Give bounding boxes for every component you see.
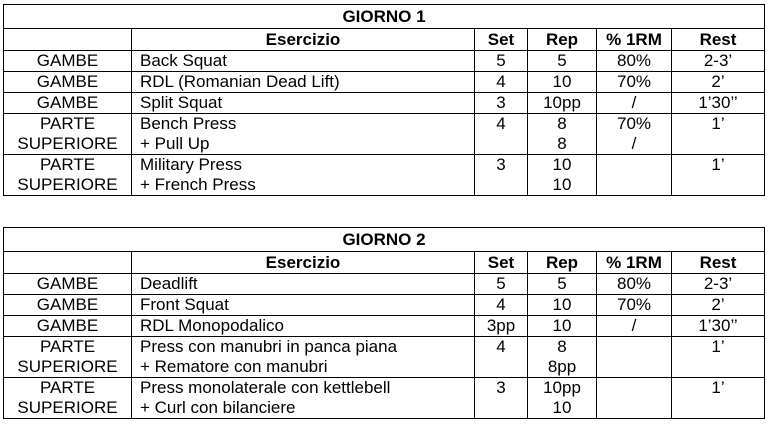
- rm-cell: [597, 72, 672, 93]
- rep-cell-line: 5: [557, 51, 567, 70]
- category-cell-line: GAMBE: [36, 72, 99, 91]
- set-cell: [475, 72, 528, 93]
- exercise-row: [4, 337, 765, 378]
- exercise-cell: [132, 316, 475, 337]
- rest-cell-line: 2-3’: [703, 274, 733, 293]
- rep-cell: [528, 51, 597, 72]
- set-cell: [475, 51, 528, 72]
- category-cell-line: GAMBE: [36, 274, 99, 293]
- rep-cell-line: 8: [557, 134, 567, 153]
- header-rep: Rep: [528, 252, 597, 274]
- exercise-cell: [132, 274, 475, 295]
- set-cell-line: 5: [496, 51, 506, 70]
- exercise-cell-line: Press con manubri in panca piana: [140, 337, 398, 356]
- set-cell-line: 3pp: [486, 316, 516, 335]
- header-set: Set: [475, 252, 528, 274]
- rm-cell-line: /: [631, 93, 637, 112]
- set-cell-line: 4: [496, 337, 506, 356]
- exercise-cell: [132, 93, 475, 114]
- exercise-row: [4, 93, 765, 114]
- exercise-row: [4, 155, 765, 196]
- rest-cell-line: 2-3’: [703, 51, 733, 70]
- exercise-cell-line: + French Press: [140, 175, 256, 194]
- rest-cell: [672, 114, 765, 155]
- header-set: Set: [475, 29, 528, 51]
- rest-cell: [672, 274, 765, 295]
- rm-cell-line: 80%: [616, 51, 652, 70]
- rep-cell-line: 8: [557, 337, 567, 356]
- set-cell-line: 4: [496, 114, 506, 133]
- exercise-cell-line: Back Squat: [140, 51, 227, 70]
- rm-cell: [597, 155, 672, 196]
- rest-cell-line: 1’: [711, 337, 725, 356]
- exercise-cell: [132, 378, 475, 419]
- rest-cell: [672, 316, 765, 337]
- rep-cell: [528, 155, 597, 196]
- rest-cell-line: 2’: [711, 72, 725, 91]
- category-cell: [4, 51, 132, 72]
- rep-cell: [528, 295, 597, 316]
- exercise-row: [4, 274, 765, 295]
- header-rep: Rep: [528, 29, 597, 51]
- rep-cell-line: 10pp: [543, 378, 581, 397]
- category-cell-line: SUPERIORE: [17, 175, 118, 194]
- set-cell-line: 4: [496, 295, 506, 314]
- rm-cell-line: /: [631, 316, 637, 335]
- exercise-row: [4, 316, 765, 337]
- rep-cell: [528, 378, 597, 419]
- exercise-cell: [132, 295, 475, 316]
- rm-cell-line: 70%: [616, 72, 652, 91]
- rest-cell: [672, 378, 765, 419]
- rep-cell: [528, 114, 597, 155]
- category-cell: [4, 274, 132, 295]
- exercise-cell-line: RDL Monopodalico: [140, 316, 284, 335]
- set-cell: [475, 155, 528, 196]
- set-cell: [475, 378, 528, 419]
- set-cell-line: 3: [496, 93, 506, 112]
- exercise-cell: [132, 51, 475, 72]
- exercise-row: [4, 51, 765, 72]
- exercise-row: [4, 295, 765, 316]
- header-esercizio: Esercizio: [132, 252, 475, 274]
- header-1rm: % 1RM: [597, 252, 672, 274]
- rest-cell: [672, 337, 765, 378]
- set-cell: [475, 295, 528, 316]
- category-cell-line: GAMBE: [36, 51, 99, 70]
- category-cell-line: GAMBE: [36, 295, 99, 314]
- header-1rm: % 1RM: [597, 29, 672, 51]
- rest-cell-line: 1’30’’: [698, 93, 738, 112]
- day-2-table: [3, 227, 765, 419]
- rm-cell-line: 70%: [616, 114, 652, 133]
- rep-cell: [528, 93, 597, 114]
- rep-cell-line: 5: [557, 274, 567, 293]
- rest-cell-line: 1’30’’: [698, 316, 738, 335]
- category-cell: [4, 93, 132, 114]
- rest-cell: [672, 72, 765, 93]
- exercise-cell-line: RDL (Romanian Dead Lift): [140, 72, 340, 91]
- category-cell: [4, 337, 132, 378]
- rm-cell: [597, 114, 672, 155]
- day-title: GIORNO 2: [4, 228, 765, 252]
- header-blank-cell: [4, 252, 132, 274]
- exercise-cell-line: Deadlift: [140, 274, 198, 293]
- set-cell-line: 3: [496, 155, 506, 174]
- category-cell-line: SUPERIORE: [17, 398, 118, 417]
- rm-cell-line: /: [631, 134, 637, 153]
- rm-cell: [597, 316, 672, 337]
- category-cell: [4, 316, 132, 337]
- rep-cell: [528, 316, 597, 337]
- set-cell-line: 5: [496, 274, 506, 293]
- rep-cell: [528, 72, 597, 93]
- header-rest: Rest: [672, 252, 765, 274]
- set-cell: [475, 93, 528, 114]
- category-cell: [4, 114, 132, 155]
- exercise-row: [4, 378, 765, 419]
- exercise-cell-line: Press monolaterale con kettlebell: [140, 378, 391, 397]
- rep-cell-line: 10pp: [543, 93, 581, 112]
- category-cell-line: PARTE: [39, 337, 96, 356]
- rest-cell-line: 1’: [711, 378, 725, 397]
- rm-cell: [597, 51, 672, 72]
- header-esercizio: Esercizio: [132, 29, 475, 51]
- exercise-cell-line: Bench Press: [140, 114, 237, 133]
- set-cell: [475, 114, 528, 155]
- day-1-table: [3, 4, 765, 196]
- rest-cell: [672, 51, 765, 72]
- rep-cell: [528, 337, 597, 378]
- rep-cell-line: 8: [557, 114, 567, 133]
- rest-cell: [672, 295, 765, 316]
- category-cell: [4, 72, 132, 93]
- rep-cell: [528, 274, 597, 295]
- exercise-cell-line: Front Squat: [140, 295, 229, 314]
- rm-cell: [597, 337, 672, 378]
- exercise-cell: [132, 72, 475, 93]
- set-cell: [475, 337, 528, 378]
- exercise-cell-line: Military Press: [140, 155, 243, 174]
- category-cell-line: SUPERIORE: [17, 134, 118, 153]
- rm-cell-line: 80%: [616, 274, 652, 293]
- category-cell-line: PARTE: [39, 378, 96, 397]
- category-cell: [4, 295, 132, 316]
- set-cell-line: 3: [496, 378, 506, 397]
- header-rest: Rest: [672, 29, 765, 51]
- exercise-cell-line: + Rematore con manubri: [140, 357, 328, 376]
- rm-cell: [597, 274, 672, 295]
- rest-cell: [672, 93, 765, 114]
- rest-cell: [672, 155, 765, 196]
- category-cell: [4, 155, 132, 196]
- exercise-cell: [132, 155, 475, 196]
- rm-cell: [597, 93, 672, 114]
- category-cell-line: SUPERIORE: [17, 357, 118, 376]
- header-blank-cell: [4, 29, 132, 51]
- rm-cell-line: 70%: [616, 295, 652, 314]
- rep-cell-line: 10: [552, 295, 572, 314]
- exercise-row: [4, 114, 765, 155]
- set-cell: [475, 274, 528, 295]
- category-cell-line: GAMBE: [36, 316, 99, 335]
- exercise-cell-line: Split Squat: [140, 93, 223, 112]
- category-cell: [4, 378, 132, 419]
- rest-cell-line: 1’: [711, 155, 725, 174]
- rest-cell-line: 2’: [711, 295, 725, 314]
- exercise-cell-line: + Curl con bilanciere: [140, 398, 296, 417]
- rep-cell-line: 10: [552, 72, 572, 91]
- rep-cell-line: 10: [552, 398, 572, 417]
- rm-cell: [597, 295, 672, 316]
- rep-cell-line: 10: [552, 316, 572, 335]
- rep-cell-line: 8pp: [547, 357, 577, 376]
- category-cell-line: PARTE: [39, 114, 96, 133]
- rest-cell-line: 1’: [711, 114, 725, 133]
- set-cell: [475, 316, 528, 337]
- exercise-cell-line: + Pull Up: [140, 134, 210, 153]
- exercise-cell: [132, 114, 475, 155]
- set-cell-line: 4: [496, 72, 506, 91]
- rm-cell: [597, 378, 672, 419]
- category-cell-line: PARTE: [39, 155, 96, 174]
- exercise-row: [4, 72, 765, 93]
- day-title: GIORNO 1: [4, 5, 765, 29]
- rep-cell-line: 10: [552, 155, 572, 174]
- category-cell-line: GAMBE: [36, 93, 99, 112]
- rep-cell-line: 10: [552, 175, 572, 194]
- exercise-cell: [132, 337, 475, 378]
